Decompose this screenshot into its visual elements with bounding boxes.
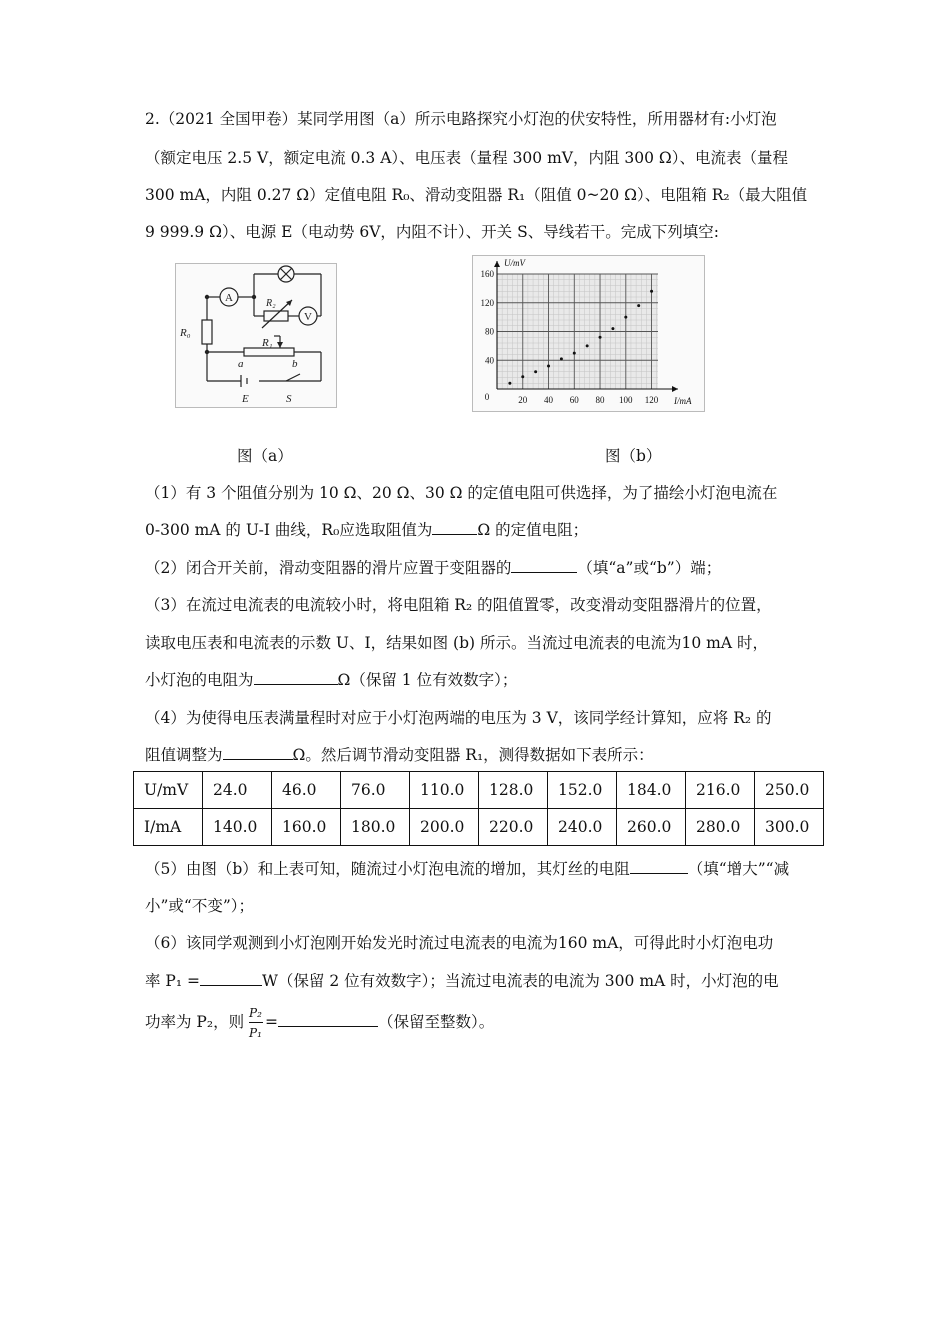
part3-line-2: 读取电压表和电流表的示数 U、I，结果如图 (b) 所示。当流过电流表的电流为10 mA 时， [145, 634, 768, 652]
a-label: a [238, 358, 244, 370]
figure-b-caption: 图（b） [605, 447, 662, 465]
part6-answer-blank-1[interactable] [200, 970, 262, 986]
data-point [508, 382, 511, 385]
part6-text-c: 功率为 P₂，则 [145, 1013, 245, 1031]
data-point [586, 344, 589, 347]
part3-line-3 [145, 669, 517, 691]
x-tick-label: 100 [619, 395, 633, 405]
part6-text-b: W（保留 2 位有效数字）；当流过电流表的电流为 300 mA 时，小灯泡的电 [261, 972, 779, 990]
table-cell: 24.0 [203, 772, 272, 809]
part6-line-3 [145, 1008, 494, 1038]
table-cell: 46.0 [272, 772, 341, 809]
y-axis-arrow [494, 261, 500, 267]
table-cell: 184.0 [617, 772, 686, 809]
part3-text-a: 小灯泡的电阻为 [145, 671, 254, 689]
y-tick-label: 80 [485, 326, 494, 337]
intro-line-1: 2.（2021 全国甲卷）某同学用图（a）所示电路探究小灯泡的伏安特性，所用器材有:小灯泡 [145, 110, 777, 128]
x-axis-label: I/mA [674, 396, 692, 406]
part2-answer-blank[interactable] [511, 557, 577, 573]
part1-text-b: Ω 的定值电阻； [477, 521, 589, 539]
part6-line-1: （6）该同学观测到小灯泡刚开始发光时流过电流表的电流为160 mA，可得此时小灯泡电功 [145, 934, 774, 952]
part2-text-b: （填“a”或“b”）端； [577, 559, 722, 577]
table-row-header: U/mV [134, 772, 203, 809]
y-tick-label: 120 [480, 297, 494, 308]
x-tick-label: 20 [518, 395, 528, 405]
table-cell: 140.0 [203, 809, 272, 846]
figure-a-caption: 图（a） [237, 447, 293, 465]
data-point [637, 304, 640, 307]
e-label: E [242, 393, 249, 405]
table-cell: 220.0 [479, 809, 548, 846]
table-cell: 200.0 [410, 809, 479, 846]
part1-line-1: （1）有 3 个阻值分别为 10 Ω、20 Ω、30 Ω 的定值电阻可供选择，为了描绘小灯泡电流在 [145, 484, 778, 502]
part5-text-b: （填“增大”“减 [687, 860, 790, 878]
table-cell: 76.0 [341, 772, 410, 809]
part4-text-a: 阻值调整为 [145, 746, 223, 764]
table-cell: 180.0 [341, 809, 410, 846]
data-point [624, 316, 627, 319]
table-cell: 300.0 [755, 809, 824, 846]
x-tick-label: 80 [595, 395, 605, 405]
y-tick-label: 40 [485, 355, 494, 366]
r1-label: R₁ [262, 337, 273, 349]
voltmeter-label: V [304, 311, 312, 323]
x-tick-label: 40 [544, 395, 554, 405]
figure-b-chart [472, 255, 705, 412]
part6-answer-blank-2[interactable] [278, 1011, 378, 1027]
part4-answer-blank[interactable] [223, 744, 293, 760]
part3-text-b: Ω（保留 1 位有效数字）； [337, 671, 518, 689]
table-cell: 240.0 [548, 809, 617, 846]
b-label: b [292, 358, 298, 370]
r2-label: R₂ [266, 298, 276, 309]
x-tick-label: 120 [644, 395, 659, 405]
x-tick-label: 60 [569, 395, 579, 405]
data-point [599, 336, 602, 339]
part2-text-a: （2）闭合开关前，滑动变阻器的滑片应置于变阻器的 [145, 559, 512, 577]
part6-text-a: 率 P₁ = [145, 972, 200, 990]
part6-line-2 [145, 970, 779, 992]
fraction-numerator: P₂ [249, 1006, 262, 1020]
part3-line-1: （3）在流过电流表的电流较小时，将电阻箱 R₂ 的阻值置零，改变滑动变阻器滑片的位置， [145, 596, 772, 614]
table-row [134, 809, 824, 846]
y-tick-label: 160 [480, 269, 494, 279]
data-point [611, 327, 614, 330]
x-axis-arrow [672, 386, 678, 392]
table-row [134, 772, 824, 809]
part1-text-a: 0-300 mA 的 U-I 曲线，R₀应选取阻值为 [145, 521, 433, 539]
table-cell: 250.0 [755, 772, 824, 809]
part4-text-b: Ω。然后调节滑动变阻器 R₁，测得数据如下表所示： [292, 746, 654, 764]
part1-line-2 [145, 519, 588, 541]
part5-answer-blank[interactable] [630, 858, 688, 874]
ammeter-label: A [225, 292, 233, 304]
table-cell: 110.0 [410, 772, 479, 809]
data-point [560, 357, 563, 360]
part1-answer-blank[interactable] [432, 519, 477, 535]
table-cell: 152.0 [548, 772, 617, 809]
data-point [534, 370, 537, 373]
table-cell: 128.0 [479, 772, 548, 809]
origin-label: 0 [484, 392, 490, 402]
table-cell: 260.0 [617, 809, 686, 846]
table-cell: 280.0 [686, 809, 755, 846]
data-point [573, 352, 576, 355]
intro-line-4: 9 999.9 Ω）、电源 E（电动势 6V，内阻不计）、开关 S、导线若干。完成下列填空: [145, 223, 719, 241]
part3-answer-blank[interactable] [254, 669, 338, 685]
part5-line-1 [145, 858, 789, 880]
y-axis-label: U/mV [504, 258, 525, 268]
power-ratio-fraction [249, 1008, 265, 1038]
part6-text-d: （保留至整数）。 [378, 1013, 495, 1031]
intro-line-3: 300 mA，内阻 0.27 Ω）定值电阻 R₀、滑动变阻器 R₁（阻值 0~20 Ω）、电阻箱 R₂（最大阻值 [145, 186, 808, 204]
part5-text-a: （5）由图（b）和上表可知，随流过小灯泡电流的增加，其灯丝的电阻 [145, 860, 630, 878]
data-table [133, 771, 824, 846]
data-point [521, 375, 524, 378]
part2-line [145, 557, 721, 579]
data-point [650, 290, 653, 293]
table-row-header: I/mA [134, 809, 203, 846]
r0-label: R₀ [180, 327, 191, 339]
data-point [547, 365, 550, 368]
s-label: S [286, 393, 292, 405]
part4-line-2 [145, 744, 654, 766]
figure-a-circuit [175, 263, 337, 408]
fraction-denominator: P₁ [249, 1026, 262, 1040]
part5-line-2: 小”或“不变”）； [145, 897, 255, 915]
part6-equals: = [265, 1013, 279, 1031]
table-cell: 160.0 [272, 809, 341, 846]
table-cell: 216.0 [686, 772, 755, 809]
part4-line-1: （4）为使得电压表满量程时对应于小灯泡两端的电压为 3 V，该同学经计算知，应将 R₂ 的 [145, 709, 772, 727]
intro-line-2: （额定电压 2.5 V，额定电流 0.3 A）、电压表（量程 300 mV，内阻 300 Ω）、电流表（量程 [145, 149, 789, 167]
